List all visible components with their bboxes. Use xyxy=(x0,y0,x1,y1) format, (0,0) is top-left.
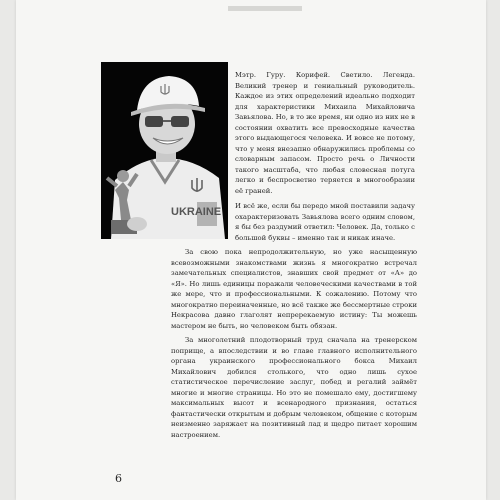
paragraph-2: И всё же, если бы передо мной поставили задачу охарактеризовать Завьялова всего одним словом, я бы без раздумий ответил: Человек. Да, только с большой буквы – именно так и никак иначе. xyxy=(235,202,415,242)
top-edge-mark xyxy=(228,6,302,11)
paragraph-3: За свою пока непродолжительную, но уже насыщенную всевозможными знакомствами жизнь я многократно встречал замечательных специалистов, знавших свой предмет от «А» до «Я». Но лишь единицы поражали человеческими качествами в той же мере, что и профессиональными. К сожалению. Потому что многократно переиначенные, но всё также же бессмертные строки Некрасова давно глаголят непререкаемую истину: Ты можешь мастером не быть, но человеком быть обязан. xyxy=(171,248,417,330)
portrait-illustration xyxy=(101,62,228,239)
page-number: 6 xyxy=(115,472,122,485)
portrait-photo xyxy=(101,62,228,239)
shirt-text: UKRAINE xyxy=(171,206,222,218)
book-page xyxy=(16,0,486,500)
paragraph-1: Мэтр. Гуру. Корифей. Светило. Легенда. Великий тренер и гениальный руководитель. Каждое из этих определений идеально подходит для характеристики Михаила Михайловича Завьялова. Но, в то же время, ни одно из них не в состоянии охватить все превосходные качества этого выдающегося человека. И вовсе не потому, что у меня внезапно обнаружились проблемы со словарным запасом. Просто речь о Личности такого масштаба, что любая словесная потуга легко и беспросветно теряется в многообразии её граней. xyxy=(235,71,415,196)
paragraph-4: За многолетний плодотворный труд сначала на тренерском поприще, а впоследствии и во главе главного исполнительного органа украинского профессионального бокса Михаил Михайлович добился столького, что одно лишь сухое статистическое перечисление заслуг, побед и регалий займёт многие и многие страницы. Но это не помешало ему, достигшему максимальных высот и всенародного признания, остаться фантастически открытым и добрым человеком, общение с которым неизменно заряжает на позитивный лад и щедро питает хорошим настроением. xyxy=(171,336,417,439)
